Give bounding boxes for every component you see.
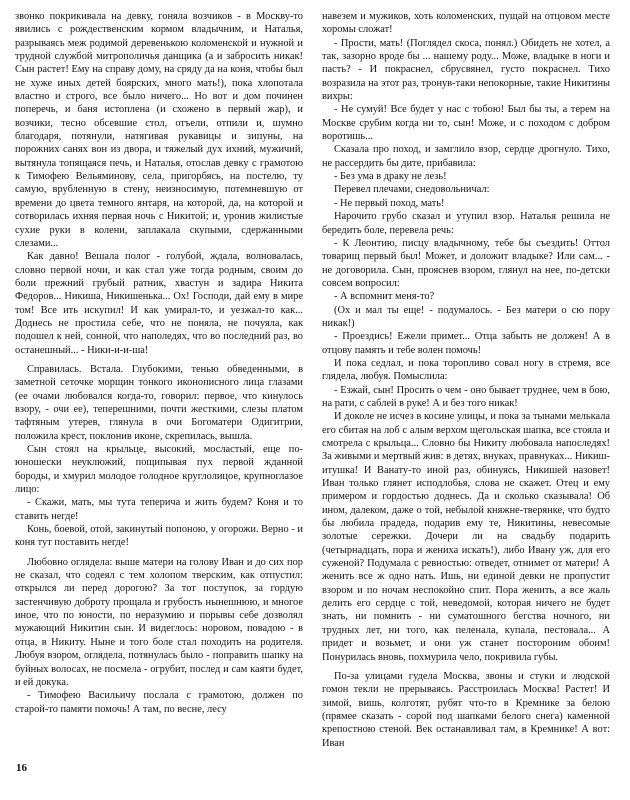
paragraph: - Не сумуй! Все будет у нас с тобою! Был бы ты, а терем на Москве срубим когда ни то, сын! Може, и с походом с добром воротишь... xyxy=(322,104,610,143)
left-text-column xyxy=(15,10,303,716)
paragraph: - Тимофею Васильичу послала с грамотою, должен по старой-то памяти помочь! А там, по весне, лесу xyxy=(15,690,303,715)
paragraph: Справилась. Встала. Глубокими, тенью обведенными, в заметной сеточке морщин тонкого иконописного лица глазами (ее очами любовался когда-то, говорил: первое, что кинулось взору, - очи ее), теперешними, почти жесткими, слезы платом тафтяным утерев, глянула в очи Богоматери Одигитрии, положила крест, поклонив иконе, скрепилась, вышла. xyxy=(15,363,303,442)
paragraph: - К Леонтию, писцу владычному, тебе бы съездить! Оттол товарищ первый был! Может, и доложит владыке? Или сам... - не договорила. Сын, прояснев взором, глянул на нее, по-детски совсем вопросил: xyxy=(322,237,610,289)
paragraph: (Ох и мал ты еще! - подумалось. - Без матери о сю пору никак!) xyxy=(322,304,610,329)
paragraph: Перевел плечами, снедовольничал: xyxy=(334,184,490,196)
paragraph: - Без ума в драку не лезь! xyxy=(334,171,447,183)
paragraph: Нарочито грубо сказал и утупил взор. Наталья решила не бередить боле, перевела речь: xyxy=(322,211,610,236)
paragraph: Сказала про поход, и замглило взор, сердце дрогнуло. Тихо, не рассердить бы дите, прибавила: xyxy=(322,144,610,169)
paragraph: - Прости, мать! (Поглядел скоса, понял.) Обидеть не хотел, а так, зазорно вроде бы ... нашему роду... Може, владыке в ноги и пасть? - И покраснел, сбрусвянел, густо покраснел. Тихо возразила на этот раз, тронув-таки непокорные, такие Никитины вихры: xyxy=(322,37,610,103)
paragraph: Любовно оглядела: выше матери на голову Иван и до сих пор не сказал, что содеял с тем холопом тверским, как отпустил: открылся ли перед дорогою? За тот поступок, за гордую застенчивую доброту прощала и грубость нынешнюю, и многое иное, что по юности, по неразумию и порывы себе дозволял мужающий Никитин сын. И видеглось: норовом, повадою - в отца, в Никиту. Ныне и того боле стал походить на родителя. Любуя взором, оглядела, потянулась было - поправить шапку на буйных волосах, не посмела - огрубит, послед и сам каяти будет, и ей докука. xyxy=(15,556,303,688)
paragraph: Конь, боевой, отой, закинутый попоною, у огорожи. Верно - и коня тут поставить негде! xyxy=(15,524,303,549)
paragraph: И доколе не исчез в косине улицы, и пока за тынами мелькала его сбитая на лоб с алым верхом щегольская шапка, все стояла и смотрела с крыльца... Словно бы Никиту любовала напоследях! За живыми и мертвый жив: в детях, внуках, правнуках... Никиш-итушка! И Ванату-то иной раз, обинуясь, Никишей назовет! Иван только глянет исподлобья, слова не скажет. Отец и ему примером и гордостью доднесь. Да и сколько сказывала! Об ином, далеком, даже о той, небылой княжне-тверянке, что будто бы любила прадеда, подарив ему те, Никитины, невесомые золотые сережки. Дочери ли на свадьбу подарить (четырнадцать, пора и жениха искать!), либо Ивану уж, для его суженой? Подумала с ревностью: отведет, отнимет от матери! А женить все ж одно нать. Ишь, ни единой девки не пропустит взором и по ночам неспокойно спит. Пора женить, а все жаль делить его сердце с той, неведомой, которая ничего не будет знать, ни помнить - ни суматошного бегства ночного, ни трудных лет, ни того, как пеленала, купала, пестовала... А придет и возьмет, и они уж станет постороним обоим! Понурилась вновь, похмурила чело, покривила губы. xyxy=(322,411,610,663)
paragraph: - А вспомнит меня-то? xyxy=(334,291,435,303)
paragraph: - Не первый поход, мать! xyxy=(334,197,445,209)
paragraph: И пока седлал, и пока торопливо совал ногу в стремя, все глядела, любуя. Помыслила: xyxy=(322,357,610,383)
paragraph: - Проездись! Ежели примет... Отца забыть не должен! А в отцову память и тебе волен помочь! xyxy=(322,331,610,356)
paragraph: навезем и мужиков, хоть коломенских, пущай на отцовом месте хоромы сложат! xyxy=(322,11,610,36)
paragraph: Как давно! Вешала полог - голубой, ждала, волновалась, словно первой ночи, и как стал уже тогда родным, своим до боли прежний грубый ратник, хвастун и задира Никита Федоров... Никиша, Никишенька... Ох! Господи, дай ему в мире том! Все ить искупил! И как умирал-то, и уезжал-то как... Доднесь не простила себе, что не поняла, не почуяла, как подошел к ней, сонной, что наполедях, что во последний раз, во останешный... - Ники-и-и-ша! xyxy=(15,251,303,356)
paragraph: звонко покрикивала на девку, гоняла возчиков - в Москву-то явились с рождественским кормом владычним, и Наталья, разрываясь меж родимой деревенькою коломенской и нужной и трудной службой митрополичья данщика (а и забросить никак! Сын растет! Ему на справу дому, на сряду да на коня, чтобы был не хуже иных детей боярских, много мать!), пока хлопотала властно и строго, все было ничего... Но вот и дом починен поперечь, и баня истоплена (и схожено в первый жар), и возчики, тесно обсевшие стол, отъели, отпили и, шумно благодаря, потянули, натягивая рукавицы и зипуны, на порожних санях вон из двора, и тяжелый дух ихний, мужичий, вытянула топящаяся печь, и Наталья, отослав девку с грамотою к Тимофею Вельяминову, села, пригорбясь, на постелю, ту самую, врубленную в стену, неизносимую, потемневшую от времени до цвета темного янтаря, на которой, да, на которой и сотворилась ихняя первая ночь с Никитой; и, уронив жилистые сухие руки в колени, заплакала скупыми, сдержанными слезами... xyxy=(15,11,303,249)
paragraph: - Езжай, сын! Просить о чем - оно бывает труднее, чем в бою, на рати, с саблей в руке! А и без того никак! xyxy=(322,384,610,409)
paragraph: Сын стоял на крыльце, высокий, мосластый, еще по-юношески неуклюжий, пощипывая пух первой жданной бороды, и хмурил молодое голодное круглолицое, крупноглазое лицо: xyxy=(15,444,303,496)
right-text-column xyxy=(322,10,610,750)
paragraph: - Скажи, мать, мы тута теперича и жить будем? Коня и то ставить негде! xyxy=(15,497,303,522)
paragraph: По-за улицами гудела Москва, звоны и стуки и людской гомон текли не прерываясь. Расстроилась Москва! Растет! И зимой, вишь, колготят, рубят что-то в Кремнике за белою (прямее сказать - сорой под шапками белого снега) каменной крепостною стеной. Век останавливал там, в Кремнике! А вот: Иван xyxy=(322,670,610,749)
page-number: 16 xyxy=(16,762,27,774)
